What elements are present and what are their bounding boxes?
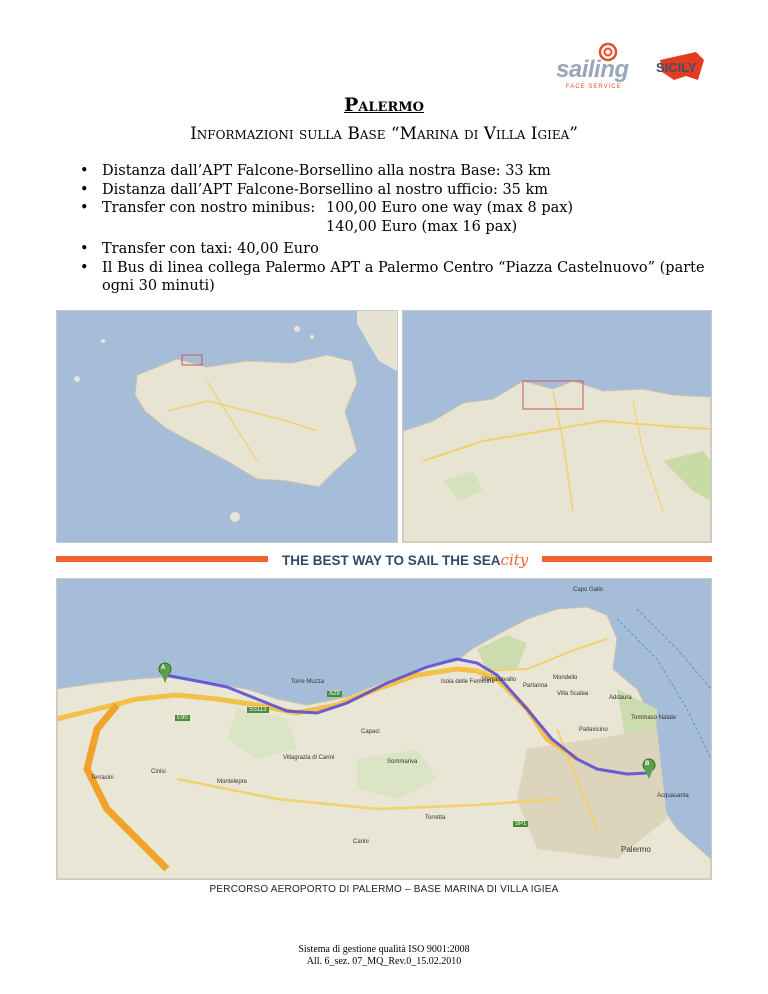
minibus-price-1: 100,00 Euro one way (max 8 pax): [326, 200, 574, 216]
map-label-isola: Isola delle Femmine: [441, 679, 495, 685]
logo-region: SICILY: [656, 60, 697, 75]
company-logo: [556, 40, 706, 96]
taxi-text: Transfer con taxi: 40,00 Euro: [102, 241, 319, 257]
minibus-price-2: 140,00 Euro (max 16 pax): [326, 218, 518, 235]
bus-text: Il Bus di linea collega Palermo APT a Palermo Centro “Piazza Castelnuovo” (parte ogni 30 minuti): [102, 259, 705, 294]
distance-office-text: Distanza dall’APT Falcone-Borsellino al nostro ufficio: 35 km: [102, 181, 549, 198]
logo-tagline: FACE SERVICE: [566, 84, 622, 90]
logo-wordmark: sailing: [556, 56, 629, 83]
banner-slogan: THE BEST WAY TO SAIL THE SEA: [282, 553, 501, 568]
info-list: [80, 162, 720, 296]
list-item: [80, 181, 720, 200]
distance-base-text: Distanza dall’APT Falcone-Borsellino alla nostra Base: 33 km: [102, 163, 551, 179]
map-label-torretta: Torretta: [425, 815, 446, 821]
map-sicily-overview: [56, 310, 398, 543]
map-label-villagrazia: Villagrazia di Carini: [283, 755, 335, 761]
footer-line-2: All. 6_sez. 07_MQ_Rev.0_15.02.2010: [306, 956, 462, 967]
route-caption: PERCORSO AEROPORTO DI PALERMO – BASE MARINA DI VILLA IGIEA: [209, 884, 559, 895]
map-label-mondello: Mondello: [553, 675, 578, 681]
map-label-villa-scalea: Villa Scalea: [557, 691, 589, 697]
western-sicily-graphic: [403, 311, 711, 542]
slogan-banner: [56, 548, 712, 570]
minibus-label: Transfer con nostro minibus:: [102, 200, 316, 216]
banner-bar-left: [56, 556, 268, 562]
footer-line-1: Sistema di gestione qualità ISO 9001:2008: [298, 944, 470, 955]
map-label-terrasini: Terrasini: [91, 775, 114, 781]
road-label-sp1: SP1: [515, 821, 527, 827]
map-label-palermo: Palermo: [621, 845, 651, 854]
map-label-acquasanta: Acquasanta: [657, 793, 689, 799]
map-label-addaura: Addaura: [609, 695, 632, 701]
list-item: [80, 162, 720, 181]
map-label-sommariva: Sommariva: [387, 759, 418, 765]
list-item: [80, 259, 720, 296]
road-label-ss113: SS113: [249, 707, 267, 713]
map-label-tommaso: Tommaso Natale: [631, 715, 677, 721]
list-item: [80, 199, 720, 218]
map-label-pallavicino: Pallavicino: [579, 727, 608, 733]
banner-city: city: [500, 551, 529, 569]
map-label-sferracavallo: Sferracavallo: [481, 677, 517, 683]
banner-bar-right: [542, 556, 712, 562]
map-label-torre-muzza: Torre Muzza: [291, 679, 325, 685]
page-subtitle: Informazioni sulla Base “Marina di Villa Igiea”: [190, 124, 578, 144]
marker-end-label: B: [645, 761, 650, 767]
map-label-capo-gallo: Capo Gallo: [573, 587, 604, 593]
road-label-a29: A29: [329, 691, 340, 697]
route-map-graphic: [57, 579, 711, 879]
map-label-cinisi: Cinisi: [151, 769, 166, 775]
map-label-carini: Carini: [353, 839, 369, 845]
list-item: [80, 240, 720, 259]
page-footer: [0, 944, 768, 968]
map-route: [56, 578, 712, 880]
sicily-overview-graphic: [57, 311, 397, 542]
banner-text: [282, 551, 528, 569]
marker-start-label: A: [161, 665, 166, 671]
map-label-partanna: Partanna: [523, 683, 548, 689]
page-title: Palermo: [344, 94, 424, 116]
map-label-capaci: Capaci: [361, 729, 380, 735]
map-label-montelepre: Montelepre: [217, 779, 248, 785]
map-western-sicily: [402, 310, 712, 543]
road-label-e90: E90: [177, 715, 188, 721]
